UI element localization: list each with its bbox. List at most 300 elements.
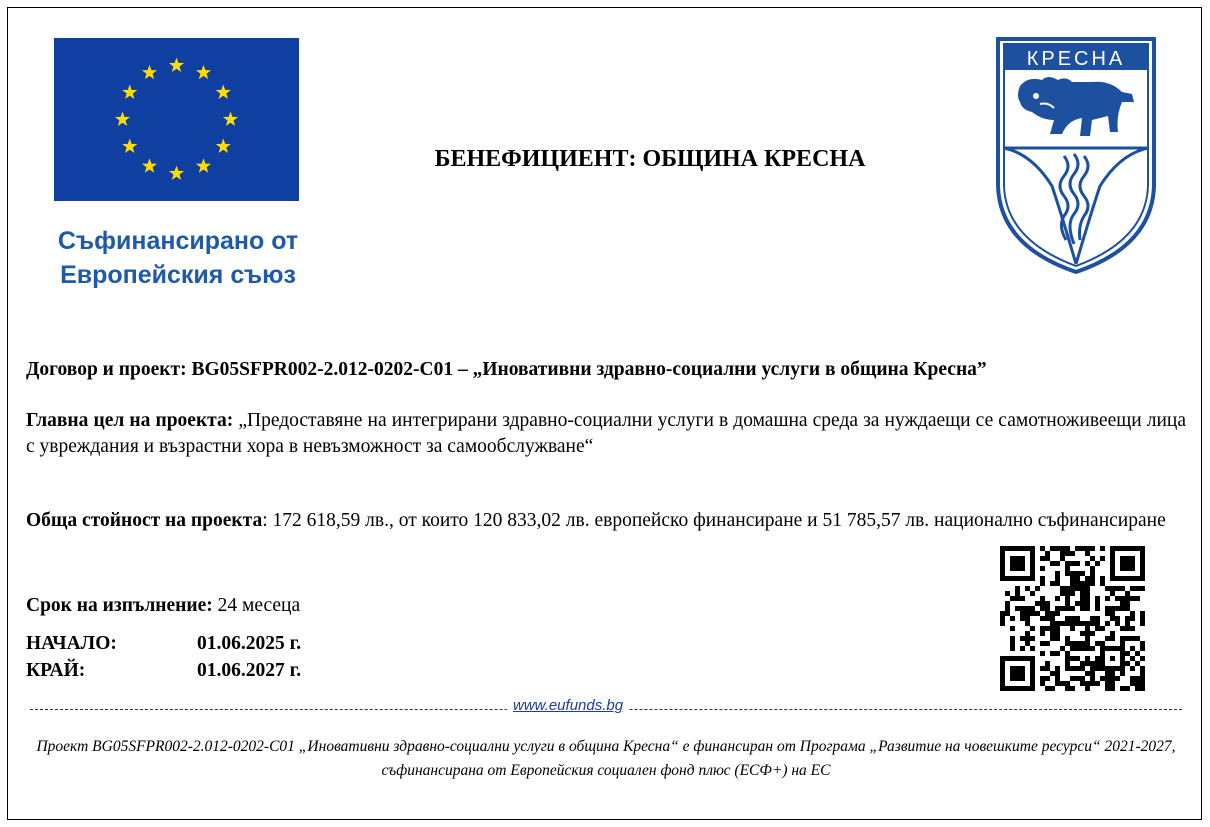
qr-module <box>1125 651 1130 656</box>
qr-module <box>1105 681 1110 686</box>
start-value: 01.06.2025 г. <box>197 633 302 654</box>
end-value: 01.06.2027 г. <box>197 660 302 681</box>
qr-module <box>1105 611 1110 616</box>
qr-module <box>1065 601 1070 606</box>
qr-module <box>1025 641 1030 646</box>
qr-module <box>1095 626 1100 631</box>
qr-module <box>1085 621 1090 626</box>
qr-module <box>1110 681 1115 686</box>
qr-module <box>1085 551 1090 556</box>
qr-module <box>1095 606 1100 611</box>
qr-module <box>1055 611 1060 616</box>
eu-star-icon <box>216 139 231 153</box>
qr-module <box>1135 661 1140 666</box>
qr-module <box>1030 636 1035 641</box>
qr-module <box>1100 581 1105 586</box>
qr-module <box>1075 666 1080 671</box>
qr-module <box>1140 686 1145 691</box>
qr-module <box>1015 591 1020 596</box>
qr-module <box>1065 616 1070 621</box>
qr-module <box>1080 641 1085 646</box>
qr-module <box>1110 676 1115 681</box>
qr-module <box>1080 601 1085 606</box>
qr-module <box>1140 641 1145 646</box>
qr-module <box>1080 661 1085 666</box>
qr-module <box>1050 611 1055 616</box>
qr-module <box>1140 671 1145 676</box>
qr-module <box>1040 556 1045 561</box>
qr-module <box>1070 606 1075 611</box>
qr-module <box>1120 606 1125 611</box>
qr-module <box>1090 666 1095 671</box>
qr-module <box>1045 606 1050 611</box>
qr-module <box>1075 621 1080 626</box>
qr-module <box>1080 546 1085 551</box>
qr-module <box>1115 596 1120 601</box>
qr-module <box>1040 631 1045 636</box>
qr-module <box>1130 616 1135 621</box>
qr-module <box>1050 546 1055 551</box>
qr-module <box>1135 651 1140 656</box>
qr-module <box>1080 646 1085 651</box>
qr-module <box>1140 611 1145 616</box>
qr-module <box>1020 646 1025 651</box>
qr-module <box>1030 646 1035 651</box>
qr-module <box>1105 671 1110 676</box>
qr-module <box>1080 581 1085 586</box>
qr-module <box>1085 576 1090 581</box>
qr-module <box>1090 646 1095 651</box>
qr-module <box>1040 606 1045 611</box>
qr-module <box>1120 556 1135 571</box>
qr-module <box>1015 596 1020 601</box>
eu-star-icon <box>115 112 130 126</box>
qr-module <box>1125 636 1130 641</box>
qr-module <box>1080 596 1085 601</box>
qr-module <box>1110 686 1115 691</box>
qr-module <box>1090 556 1095 561</box>
qr-module <box>1070 646 1075 651</box>
qr-module <box>1040 581 1045 586</box>
qr-module <box>1080 586 1085 591</box>
qr-module <box>1100 576 1105 581</box>
qr-module <box>1105 636 1110 641</box>
qr-module <box>1095 656 1100 661</box>
qr-module <box>1020 611 1025 616</box>
qr-module <box>1140 586 1145 591</box>
qr-module <box>1010 666 1025 681</box>
qr-module <box>1070 676 1075 681</box>
qr-module <box>1010 596 1015 601</box>
qr-module <box>1060 681 1065 686</box>
qr-module <box>1075 641 1080 646</box>
qr-module <box>1020 596 1025 601</box>
qr-module <box>1110 591 1115 596</box>
qr-module <box>1130 656 1135 661</box>
qr-module <box>1050 626 1055 631</box>
qr-module <box>1075 546 1080 551</box>
qr-module <box>1075 676 1080 681</box>
qr-module <box>1055 671 1060 676</box>
qr-module <box>1085 591 1090 596</box>
qr-module <box>1085 606 1090 611</box>
qr-module <box>1055 561 1060 566</box>
qr-module <box>1085 641 1090 646</box>
qr-module <box>1065 651 1070 656</box>
qr-module <box>1040 616 1045 621</box>
qr-module <box>1105 596 1110 601</box>
eu-caption-line1: Съфинансирано от <box>57 227 299 255</box>
qr-module <box>1010 646 1015 651</box>
qr-module <box>1010 641 1015 646</box>
qr-module <box>1060 591 1065 596</box>
start-label: НАЧАЛО: <box>26 633 117 654</box>
qr-module <box>1075 581 1080 586</box>
qr-module <box>1020 606 1025 611</box>
qr-module <box>1040 596 1045 601</box>
end-label: КРАЙ: <box>26 660 86 681</box>
qr-module <box>1030 606 1035 611</box>
qr-module <box>1085 601 1090 606</box>
qr-module <box>1095 641 1100 646</box>
qr-module <box>1090 676 1095 681</box>
qr-module <box>1060 621 1065 626</box>
qr-module <box>1090 546 1095 551</box>
qr-module <box>1025 606 1030 611</box>
eu-star-icon <box>122 139 137 153</box>
goal-text: „Предоставяне на интегрирани здравно-социални услуги в домашна среда за нуждаещи се самотноживеещи лица с увреждания и възрастни хора в невъзможност за самообслужване“ <box>26 410 1187 457</box>
qr-module <box>1050 631 1055 636</box>
qr-module <box>1120 601 1125 606</box>
qr-module <box>1025 616 1030 621</box>
qr-module <box>1125 616 1130 621</box>
qr-module <box>1005 606 1010 611</box>
qr-module <box>1005 611 1010 616</box>
qr-module <box>1000 621 1005 626</box>
qr-module <box>1055 636 1060 641</box>
qr-module <box>1045 676 1050 681</box>
qr-module <box>1110 586 1115 591</box>
qr-module <box>1025 611 1030 616</box>
qr-module <box>1125 606 1130 611</box>
qr-module <box>1085 671 1090 676</box>
qr-module <box>1110 611 1115 616</box>
qr-module <box>1100 556 1105 561</box>
qr-module <box>1070 576 1075 581</box>
qr-module <box>1120 586 1125 591</box>
qr-module <box>1065 661 1070 666</box>
qr-module <box>1035 601 1040 606</box>
qr-module <box>1125 601 1130 606</box>
qr-module <box>1070 551 1075 556</box>
qr-module <box>1110 671 1115 676</box>
qr-module <box>1050 616 1055 621</box>
qr-module <box>1120 641 1125 646</box>
qr-module <box>1120 636 1125 641</box>
qr-module <box>1045 551 1050 556</box>
qr-module <box>1100 641 1105 646</box>
qr-module <box>1080 666 1085 671</box>
eu-star-icon <box>196 65 211 79</box>
qr-module <box>1080 681 1085 686</box>
contract-text: BG05SFPR002-2.012-0202-C01 – „Иновативни здравно-социални услуги в община Кресна” <box>191 359 987 380</box>
qr-module <box>1120 686 1125 691</box>
qr-module <box>1115 586 1120 591</box>
qr-module <box>1055 666 1060 671</box>
eu-star-icon <box>169 58 184 72</box>
qr-module <box>1125 591 1130 596</box>
qr-module <box>1025 586 1030 591</box>
qr-module <box>1075 616 1080 621</box>
qr-module <box>1045 626 1050 631</box>
qr-module <box>1140 656 1145 661</box>
qr-module <box>1055 676 1060 681</box>
qr-module <box>1075 601 1080 606</box>
qr-module <box>1110 656 1115 661</box>
qr-module <box>1070 561 1075 566</box>
qr-module <box>1115 606 1120 611</box>
qr-module <box>1055 681 1060 686</box>
qr-module <box>1010 636 1015 641</box>
qr-module <box>1040 626 1045 631</box>
qr-module <box>1050 671 1055 676</box>
qr-module <box>1085 656 1090 661</box>
qr-module <box>1105 586 1110 591</box>
cost-label: Обща стойност на проекта <box>26 510 263 531</box>
qr-module <box>1005 591 1010 596</box>
qr-module <box>1070 686 1075 691</box>
qr-module <box>1085 626 1090 631</box>
qr-module <box>1010 626 1015 631</box>
contract-label: Договор и проект: <box>26 359 187 380</box>
contract-paragraph <box>26 357 1186 383</box>
qr-module <box>1070 626 1075 631</box>
qr-module <box>1090 621 1095 626</box>
svg-text:КРЕСНА: КРЕСНА <box>1026 48 1126 70</box>
qr-module <box>1080 591 1085 596</box>
qr-module <box>1070 581 1075 586</box>
qr-module <box>1090 576 1095 581</box>
qr-module <box>1095 616 1100 621</box>
qr-module <box>1080 676 1085 681</box>
qr-module <box>1095 666 1100 671</box>
qr-module <box>1085 586 1090 591</box>
qr-module <box>1065 636 1070 641</box>
qr-module <box>1090 581 1095 586</box>
cost-text: : 172 618,59 лв., от които 120 833,02 лв. европейско финансиране и 51 785,57 лв. национално съфинансиране <box>262 510 1166 531</box>
qr-module <box>1065 656 1070 661</box>
qr-module <box>1040 666 1045 671</box>
qr-module <box>1125 596 1130 601</box>
qr-module <box>1035 611 1040 616</box>
qr-module <box>1085 646 1090 651</box>
qr-module <box>1065 571 1070 576</box>
project-dates <box>26 630 301 684</box>
qr-module <box>1125 661 1130 666</box>
qr-module <box>1105 686 1110 691</box>
qr-module <box>1140 616 1145 621</box>
qr-module <box>1030 611 1035 616</box>
qr-module <box>1130 681 1135 686</box>
qr-module <box>1020 636 1025 641</box>
qr-module <box>1010 556 1025 571</box>
qr-module <box>1125 626 1130 631</box>
qr-module <box>1095 561 1100 566</box>
qr-module <box>1135 586 1140 591</box>
qr-module <box>1135 686 1140 691</box>
eu-flag-stars <box>54 38 299 201</box>
qr-module <box>1070 666 1075 671</box>
qr-module <box>1045 601 1050 606</box>
qr-module <box>1065 586 1070 591</box>
qr-module <box>1055 651 1060 656</box>
qr-module <box>1060 606 1065 611</box>
qr-module <box>1065 686 1070 691</box>
qr-module <box>1095 681 1100 686</box>
qr-module <box>1125 686 1130 691</box>
qr-module <box>1120 626 1125 631</box>
qr-module <box>1100 676 1105 681</box>
qr-module <box>1130 611 1135 616</box>
qr-module <box>1040 576 1045 581</box>
qr-module <box>1140 666 1145 671</box>
qr-module <box>1085 661 1090 666</box>
qr-code[interactable] <box>1000 546 1145 691</box>
qr-module <box>1070 656 1075 661</box>
start-date-row <box>26 630 301 657</box>
qr-module <box>1130 666 1135 671</box>
qr-module <box>1090 566 1095 571</box>
qr-module <box>1055 631 1060 636</box>
qr-module <box>1135 681 1140 686</box>
qr-module <box>1075 571 1080 576</box>
qr-module <box>1055 626 1060 631</box>
qr-module <box>1075 576 1080 581</box>
qr-module <box>1050 636 1055 641</box>
qr-module <box>1105 676 1110 681</box>
duration-text: 24 месеца <box>212 595 301 616</box>
qr-module <box>1050 581 1055 586</box>
qr-module <box>1130 596 1135 601</box>
qr-module <box>1015 606 1020 611</box>
qr-module <box>1060 546 1065 551</box>
qr-module <box>1110 616 1115 621</box>
qr-module <box>1090 671 1095 676</box>
qr-module <box>1095 661 1100 666</box>
qr-module <box>1085 631 1090 636</box>
qr-module <box>1065 621 1070 626</box>
duration-label: Срок на изпълнение: <box>26 595 213 616</box>
eu-star-icon <box>142 158 157 172</box>
qr-module <box>1080 621 1085 626</box>
qr-module <box>1065 546 1070 551</box>
qr-module <box>1070 591 1075 596</box>
qr-module <box>1105 606 1110 611</box>
qr-module <box>1120 671 1125 676</box>
qr-module <box>1075 586 1080 591</box>
qr-module <box>1075 656 1080 661</box>
qr-module <box>1085 561 1090 566</box>
qr-module <box>1110 631 1115 636</box>
qr-module <box>1010 616 1015 621</box>
qr-module <box>1055 546 1060 551</box>
qr-module <box>1055 581 1060 586</box>
eufunds-link[interactable]: www.eufunds.bg <box>507 697 629 714</box>
qr-module <box>1045 611 1050 616</box>
eu-star-icon <box>196 158 211 172</box>
qr-module <box>1085 581 1090 586</box>
qr-module <box>1085 636 1090 641</box>
qr-module <box>1030 626 1035 631</box>
qr-module <box>1140 621 1145 626</box>
cost-paragraph <box>26 508 1186 534</box>
qr-module <box>1130 646 1135 651</box>
qr-module <box>1060 646 1065 651</box>
eu-star-icon <box>122 85 137 99</box>
qr-module <box>1045 666 1050 671</box>
qr-module <box>1080 631 1085 636</box>
qr-module <box>1045 556 1050 561</box>
qr-module <box>1045 661 1050 666</box>
qr-module <box>1085 546 1090 551</box>
qr-module <box>1050 651 1055 656</box>
qr-module <box>1050 621 1055 626</box>
qr-module <box>1100 626 1105 631</box>
qr-module <box>1055 571 1060 576</box>
qr-module <box>1025 636 1030 641</box>
qr-module <box>1140 681 1145 686</box>
qr-module <box>1065 566 1070 571</box>
eu-star-icon <box>216 85 231 99</box>
qr-module <box>1135 596 1140 601</box>
qr-module <box>1095 596 1100 601</box>
qr-module <box>1050 686 1055 691</box>
qr-module <box>1115 676 1120 681</box>
qr-module <box>1040 681 1045 686</box>
qr-module <box>1075 646 1080 651</box>
qr-module <box>1070 571 1075 576</box>
qr-module <box>1085 596 1090 601</box>
qr-module <box>1045 616 1050 621</box>
eu-star-icon <box>142 65 157 79</box>
qr-module <box>1065 666 1070 671</box>
eu-flag <box>54 38 299 201</box>
qr-module <box>1015 586 1020 591</box>
qr-module <box>1035 586 1040 591</box>
qr-module <box>1025 621 1030 626</box>
qr-module <box>1125 621 1130 626</box>
qr-module <box>1130 626 1135 631</box>
qr-module <box>1135 636 1140 641</box>
qr-module <box>1135 676 1140 681</box>
qr-module <box>1040 546 1045 551</box>
qr-module <box>1045 686 1050 691</box>
eu-cofunded-caption <box>28 224 328 292</box>
goal-label: Главна цел на проекта: <box>26 410 234 431</box>
qr-module <box>1140 646 1145 651</box>
footer-note: Проект BG05SFPR002-2.012-0202-C01 „Иновативни здравно-социални услуги в община Кресна“ е финансиран от Програма „Развитие на човешките ресурси“ 2021-2027, съфинансирана от Европейския социален фонд плюс (ЕСФ+) на ЕС <box>36 738 1176 779</box>
qr-module <box>1065 591 1070 596</box>
qr-module <box>1080 606 1085 611</box>
beneficiary-title: БЕНЕФИЦИЕНТ: ОБЩИНА КРЕСНА <box>434 146 866 172</box>
qr-module <box>1030 591 1035 596</box>
qr-module <box>1110 636 1115 641</box>
eu-star-icon <box>169 166 184 180</box>
qr-module <box>1040 566 1045 571</box>
qr-module <box>1090 661 1095 666</box>
qr-module <box>1040 641 1045 646</box>
qr-module <box>1040 651 1045 656</box>
